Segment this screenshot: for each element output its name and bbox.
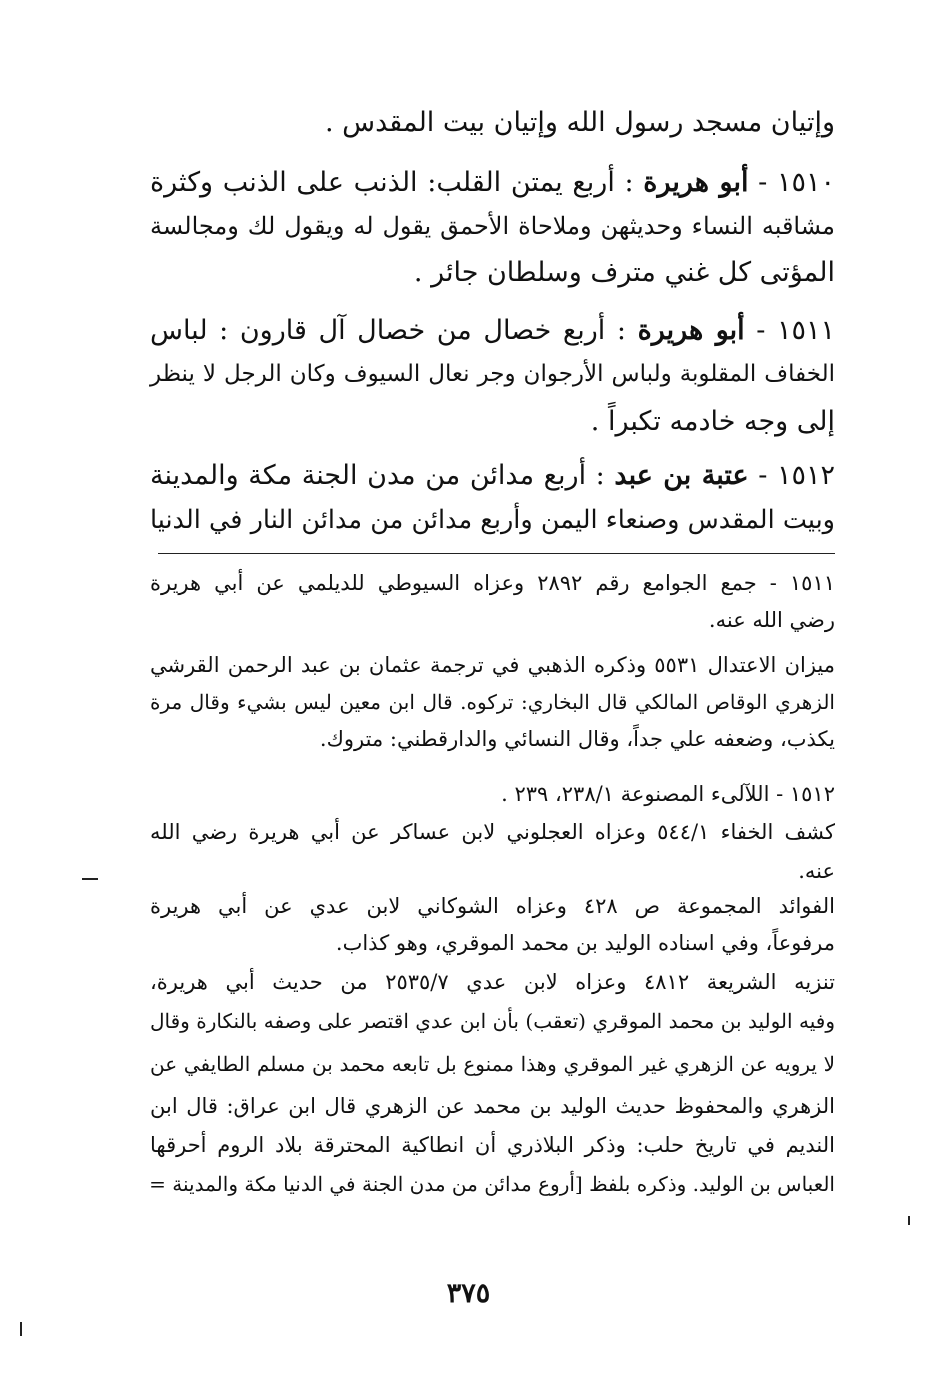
page bbox=[150, 0, 835, 1380]
footnote-line: رضي الله عنه. bbox=[708, 608, 835, 632]
footnote-line: لا يرويه عن الزهري غير الموقري وهذا ممنوع بل تابعه محمد بن مسلم الطايفي عن bbox=[150, 1052, 835, 1076]
footnote-separator bbox=[158, 553, 835, 554]
footnote-line: وفيه الوليد بن محمد الموقري (تعقب) بأن ابن عدي اقتصر على وصفه بالنكارة وقال bbox=[150, 1009, 835, 1033]
footnote-line: النديم في تاريخ حلب: وذكر البلاذري أن انطاكية المحترقة بلاد الروم أحرقها bbox=[150, 1133, 835, 1157]
footnote-line: تنزيه الشريعة ٤٨١٢ وعزاه لابن عدي ٢٥٣٥/٧ من حديث أبي هريرة، bbox=[150, 970, 835, 994]
footnote-line: الفوائد المجموعة ص ٤٢٨ وعزاه الشوكاني لابن عدي عن أبي هريرة bbox=[150, 894, 835, 918]
footnote-line: مرفوعاً، وفي اسناده الوليد بن محمد الموقري، وهو كذاب. bbox=[335, 931, 835, 955]
footnote-line: عنه. bbox=[798, 859, 835, 883]
main-line: مشاقبه النساء وحديثهن وملاحاة الأحمق يقول له ويقول لك ومجالسة bbox=[150, 212, 835, 240]
footnote-line: يكذب، وضعفه علي جداً، وقال النسائي والدارقطني: متروك. bbox=[319, 727, 835, 751]
main-line: وإتيان مسجد رسول الله وإتيان بيت المقدس . bbox=[325, 107, 835, 138]
scan-mark bbox=[20, 1322, 22, 1336]
scan-mark bbox=[82, 878, 98, 880]
scan-mark bbox=[908, 1216, 910, 1225]
main-line: وبيت المقدس وصنعاء اليمن وأربع مدائن من مدائن النار في الدنيا bbox=[150, 505, 835, 535]
footnote-line: الزهري الوقاص المالكي قال البخاري: تركوه. قال ابن معين ليس بشيء وقال مرة bbox=[150, 690, 835, 714]
narrator-name: أبو هريرة bbox=[637, 315, 745, 346]
main-line: الخفاف المقلوبة ولباس الأرجوان وجر نعال السيوف وكان الرجل لا ينظر bbox=[150, 361, 835, 387]
page-number: ٣٧٥ bbox=[446, 1278, 491, 1309]
main-line: إلى وجه خادمه تكبراً . bbox=[590, 406, 835, 437]
footnote-line: ١٥١١ - جمع الجوامع رقم ٢٨٩٢ وعزاه السيوطي للديلمي عن أبي هريرة bbox=[150, 571, 836, 595]
footnote-line: العباس بن الوليد. وذكره بلفظ [أروع مدائن من مدن الجنة في الدنيا مكة والمدينة = bbox=[149, 1172, 835, 1196]
footnote-line: كشف الخفاء ٥٤٤/١ وعزاه العجلوني لابن عساكر عن أبي هريرة رضي الله bbox=[150, 820, 835, 844]
footnote-line: ميزان الاعتدال ٥٥٣١ وذكره الذهبي في ترجمة عثمان بن عبد الرحمن القرشي bbox=[150, 653, 835, 677]
entry-1511-line: ١٥١١ - أبو هريرة : أربع خصال من خصال آل قارون : لباس bbox=[150, 315, 835, 346]
footnote-line: ١٥١٢ - اللآلىء المصنوعة ٢٣٨/١، ٢٣٩ . bbox=[501, 782, 835, 806]
main-line: المؤتى كل غني مترف وسلطان جائر . bbox=[413, 257, 835, 288]
entry-1512-line: ١٥١٢ - عتبة بن عبد : أربع مدائن من مدن الجنة مكة والمدينة bbox=[150, 460, 835, 491]
narrator-name: أبو هريرة bbox=[643, 167, 749, 198]
footnote-line: الزهري والمحفوظ حديث الوليد بن محمد عن الزهري قال ابن عراق: قال ابن bbox=[150, 1094, 835, 1118]
narrator-name: عتبة بن عبد bbox=[614, 460, 749, 491]
entry-1510-line: ١٥١٠ - أبو هريرة : أربع يمتن القلب: الذنب على الذنب وكثرة bbox=[150, 167, 835, 198]
